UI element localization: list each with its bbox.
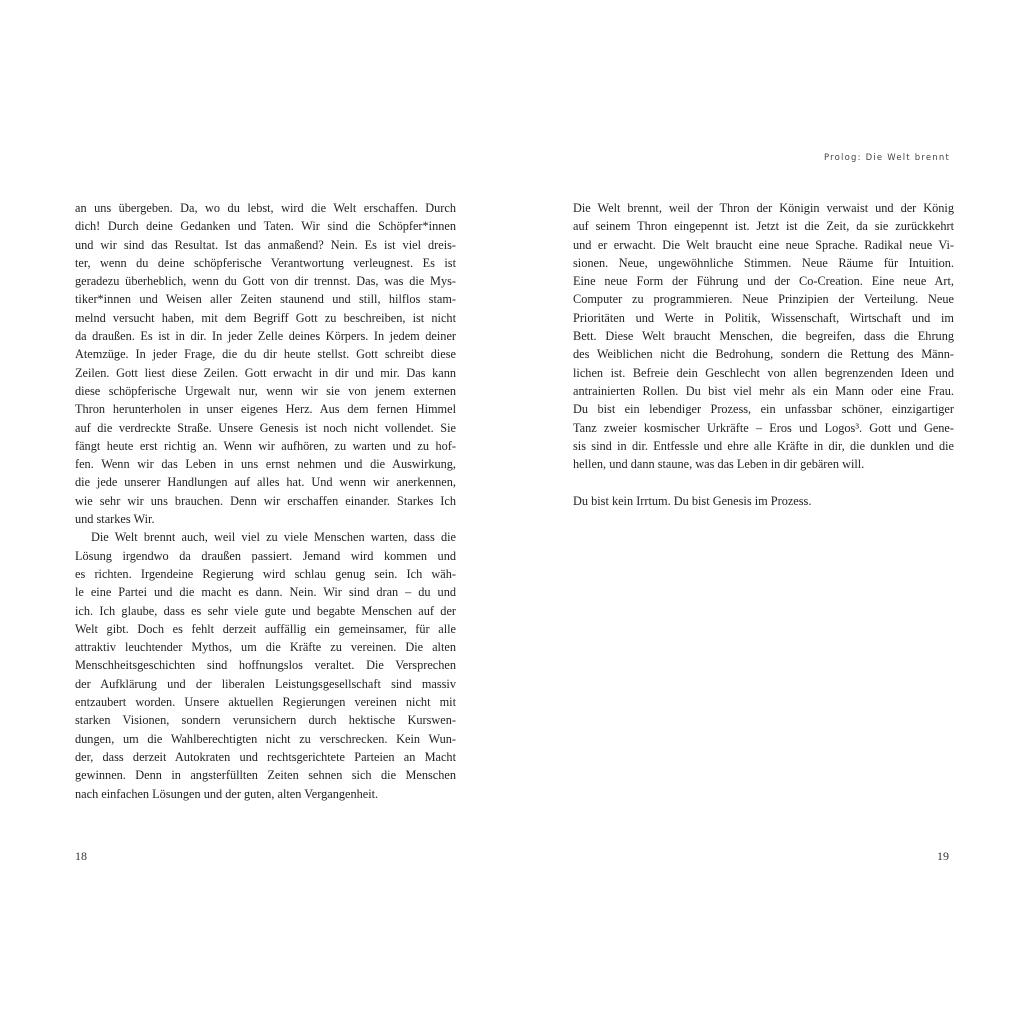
- text-line: Prioritäten und Werte in Politik, Wissenschaft, Wirtschaft und im: [573, 310, 954, 325]
- left-page-body-text: [75, 199, 456, 803]
- text-line: nach einfachen Lösungen und der guten, alten Vergangenheit.: [75, 786, 379, 801]
- text-line: Computer zu programmieren. Neue Prinzipien der Verteilung. Neue: [573, 292, 954, 307]
- text-line: Die Welt brennt, weil der Thron der Königin verwaist und der König: [573, 201, 954, 215]
- text-line: an uns übergeben. Da, wo du lebst, wird die Welt erschaffen. Durch: [75, 201, 456, 215]
- text-line: und er erwacht. Die Welt braucht eine neue Sprache. Radikal neue Vi-: [573, 237, 954, 252]
- text-line: Die Welt brennt auch, weil viel zu viele Menschen warten, dass die: [91, 530, 456, 545]
- text-line: auf seinem Thron eingepennt ist. Jetzt ist die Zeit, da sie zurückkehrt: [573, 219, 954, 234]
- text-line: ich. Ich glaube, dass es sehr viele gute und begabte Menschen auf der: [75, 603, 456, 618]
- text-line: Atemzüge. In jeder Frage, die du dir heute stellst. Gott schreibt diese: [75, 347, 456, 362]
- text-line: auf die verdreckte Straße. Unsere Genesis ist noch nicht vollendet. Sie: [75, 420, 456, 435]
- text-line: dich! Durch deine Gedanken und Taten. Wir sind die Schöpfer*innen: [75, 219, 456, 234]
- running-head: Prolog: Die Welt brennt: [823, 153, 950, 163]
- text-line: dungen, um die Wahlberechtigten nicht zu verschrecken. Kein Wun-: [75, 731, 456, 746]
- text-line: fängt heute erst richtig an. Wenn wir aufhören, zu warten und zu hof-: [75, 438, 456, 453]
- text-line: die jede unserer Handlungen auf alles hat. Und wenn wir anerkennen,: [75, 475, 456, 490]
- text-line: des Weiblichen nicht die Bedrohung, sondern die Rettung des Männ-: [573, 347, 954, 362]
- text-line: melnd versucht haben, mit dem Begriff Gott zu beschreiben, ist nicht: [75, 310, 456, 325]
- text-line: lichen ist. Befreie dein Geschlecht von allen begrenzenden Ideen und: [573, 365, 954, 380]
- text-line: fen. Wenn wir das Leben in uns ernst nehmen und die Auswirkung,: [75, 457, 456, 472]
- text-line: antrainierten Rollen. Du bist viel mehr als ein Mann oder eine Frau.: [573, 383, 954, 398]
- text-line: sionen. Neue, ungewöhnliche Stimmen. Neue Räume für Intuition.: [573, 255, 954, 270]
- text-line: gewinnen. Denn in angsterfüllten Zeiten sehnen sich die Menschen: [75, 768, 456, 783]
- text-line: Menschheitsgeschichten sind hoffnungslos veraltet. Die Versprechen: [75, 658, 456, 673]
- text-line: Lösung irgendwo da draußen passiert. Jemand wird kommen und: [75, 548, 456, 563]
- text-line: geradezu überheblich, wenn du Gott von dir trennst. Das, was die Mys-: [75, 274, 456, 289]
- right-page-body-text: [573, 199, 954, 510]
- paragraph-gap: [573, 473, 954, 491]
- text-line: tiker*innen und Weisen aller Zeiten staunend und still, hilflos stam-: [75, 292, 456, 307]
- right-page-number: 19: [937, 849, 949, 863]
- text-line: sis sind in dir. Entfessle und ehre alle Kräfte in dir, die dunklen und die: [573, 438, 954, 453]
- right-page: [512, 0, 1024, 1024]
- text-line: wie sehr wir uns brauchen. Denn wir erschaffen einander. Starkes Ich: [75, 493, 456, 508]
- text-line: Bett. Diese Welt braucht Menschen, die begreifen, dass die Ehrung: [573, 329, 954, 344]
- text-line: und wir sind das Resultat. Ist das anmaßend? Nein. Es ist viel dreis-: [75, 237, 456, 252]
- text-line: und starkes Wir.: [75, 512, 155, 527]
- text-line: le eine Partei und die macht es dann. Nein. Wir sind dran – du und: [75, 585, 456, 600]
- text-line: hellen, und dann staune, was das Leben in dir gebären will.: [573, 457, 865, 472]
- left-page-number: 18: [75, 849, 87, 863]
- text-line: Eine neue Form der Führung und der Co-Creation. Eine neue Art,: [573, 274, 954, 289]
- text-line: Du bist ein lebendiger Prozess, ein unfassbar schöner, einzigartiger: [573, 402, 954, 417]
- text-line: da draußen. Es ist in dir. In jeder Zelle deines Körpers. In jedem deiner: [75, 329, 456, 344]
- text-line: entzaubert worden. Unsere aktuellen Regierungen vereinen nicht mit: [75, 695, 456, 710]
- text-line: Welt gibt. Doch es fehlt derzeit auffällig ein gemeinsamer, für alle: [75, 621, 456, 636]
- text-line: diese schöpferische Urgewalt nur, wenn wir sie von jenem externen: [75, 383, 456, 398]
- text-line: Zeilen. Gott liest diese Zeilen. Gott erwacht in dir und mir. Das kann: [75, 365, 456, 380]
- text-line: Du bist kein Irrtum. Du bist Genesis im Prozess.: [573, 493, 812, 508]
- text-line: attraktiv leuchtender Mythos, um die Kräfte zu vereinen. Die alten: [75, 640, 456, 655]
- text-line: Thron herunterholen in unser eigenes Herz. Aus dem fernen Himmel: [75, 402, 456, 417]
- text-line: der Aufklärung und der liberalen Leistungsgesellschaft sind massiv: [75, 676, 456, 691]
- text-line: der, dass derzeit Autokraten und rechtsgerichtete Parteien an Macht: [75, 749, 456, 764]
- text-line: ter, wenn du deine schöpferische Verantwortung verleugnest. Es ist: [75, 255, 456, 270]
- text-line: Tanz zweier kosmischer Urkräfte – Eros und Logos³. Gott und Gene-: [573, 420, 954, 435]
- text-line: es richten. Irgendeine Regierung wird schlau genug sein. Ich wäh-: [75, 566, 456, 581]
- text-line: starken Visionen, sondern verunsichern durch hektische Kurswen-: [75, 713, 456, 728]
